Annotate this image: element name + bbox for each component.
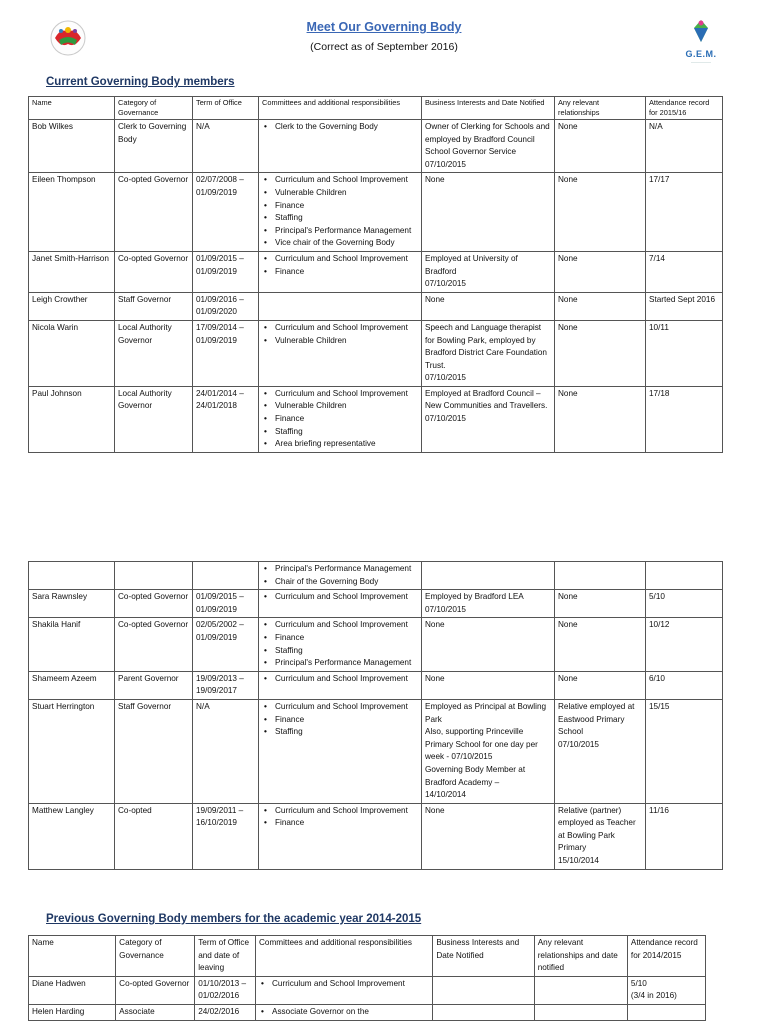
current-members-heading: Current Governing Body members [46, 76, 235, 88]
committee-item: • Area briefing representative [275, 438, 418, 451]
committee-item: • Curriculum and School Improvement [275, 322, 418, 335]
committees-cell [259, 699, 422, 803]
category-cell: Local Authority Governor [115, 386, 193, 452]
interests-cell: Speech and Language therapist for Bowling Park, employed by Bradford District Care Foundation Trust. 07/10/2015 [422, 320, 555, 386]
interests-cell: None [422, 292, 555, 320]
page-subtitle: (Correct as of September 2016) [310, 41, 458, 53]
committee-list [262, 388, 418, 451]
table-row [29, 120, 723, 173]
committee-item: • Curriculum and School Improvement [275, 174, 418, 187]
term-cell: 19/09/2011 – 16/10/2019 [193, 803, 259, 869]
name-cell: Diane Hadwen [29, 976, 116, 1004]
term-cell: 02/07/2008 – 01/09/2019 [193, 173, 259, 252]
name-cell [29, 562, 115, 590]
interests-cell [422, 562, 555, 590]
table-row [29, 562, 723, 590]
column-header: Term of Office [193, 97, 259, 120]
committee-item: • Finance [275, 632, 418, 645]
committees-cell [259, 671, 422, 699]
committee-item: • Curriculum and School Improvement [272, 978, 429, 991]
committee-item: • Staffing [275, 426, 418, 439]
committees-cell [259, 320, 422, 386]
name-cell: Leigh Crowther [29, 292, 115, 320]
committee-item: • Curriculum and School Improvement [275, 805, 418, 818]
committee-item: • Curriculum and School Improvement [275, 388, 418, 401]
category-cell: Parent Governor [115, 671, 193, 699]
attendance-cell: 7/14 [646, 251, 723, 292]
name-cell: Matthew Langley [29, 803, 115, 869]
committee-item: • Vulnerable Children [275, 335, 418, 348]
committee-item: • Finance [275, 817, 418, 830]
committee-list [262, 673, 418, 686]
name-cell: Bob Wilkes [29, 120, 115, 173]
table-row [29, 590, 723, 618]
committee-item: • Curriculum and School Improvement [275, 619, 418, 632]
committees-cell [259, 803, 422, 869]
committee-item: • Principal's Performance Management [275, 657, 418, 670]
committee-list [259, 978, 429, 991]
interests-cell: Employed as Principal at Bowling Park Also, supporting Princeville Primary School for one day per week - 07/10/2015 Governing Body Member at Bradford Academy – 14/10/2014 [422, 699, 555, 803]
current-members-table-continued [28, 561, 723, 870]
committee-item: • Vulnerable Children [275, 187, 418, 200]
interests-cell: Owner of Clerking for Schools and employed by Bradford Council School Governor Service 07/10/2015 [422, 120, 555, 173]
name-cell: Sara Rawnsley [29, 590, 115, 618]
column-header: Attendance record for 2014/2015 [627, 936, 705, 977]
relationships-cell [534, 976, 627, 1004]
table-row [29, 671, 723, 699]
category-cell: Co-opted Governor [115, 173, 193, 252]
committee-list [262, 591, 418, 604]
relationships-cell: None [555, 173, 646, 252]
term-cell: 24/01/2014 – 24/01/2018 [193, 386, 259, 452]
table-row [29, 251, 723, 292]
column-header: Term of Office and date of leaving [195, 936, 256, 977]
attendance-cell: 6/10 [646, 671, 723, 699]
committees-cell [259, 562, 422, 590]
committee-item: • Principal's Performance Management [275, 563, 418, 576]
committees-cell [259, 386, 422, 452]
column-header: Committees and additional responsibilities [256, 936, 433, 977]
committee-item: • Finance [275, 200, 418, 213]
interests-cell [433, 976, 534, 1004]
committee-item: • Staffing [275, 645, 418, 658]
name-cell: Janet Smith-Harrison [29, 251, 115, 292]
category-cell: Staff Governor [115, 292, 193, 320]
relationships-cell: None [555, 618, 646, 671]
column-header: Category of Governance [115, 97, 193, 120]
category-cell: Local Authority Governor [115, 320, 193, 386]
interests-cell [433, 1004, 534, 1020]
committee-item: • Chair of the Governing Body [275, 576, 418, 589]
gem-logo-text: G.E.M. [685, 49, 717, 59]
column-header: Business Interests and Date Notified [422, 97, 555, 120]
table-row [29, 803, 723, 869]
committee-list [262, 701, 418, 739]
term-cell: N/A [193, 699, 259, 803]
category-cell: Staff Governor [115, 699, 193, 803]
name-cell: Stuart Herrington [29, 699, 115, 803]
table-row [29, 173, 723, 252]
category-cell: Co-opted Governor [115, 251, 193, 292]
committee-item: • Principal's Performance Management [275, 225, 418, 238]
column-header: Category of Governance [116, 936, 195, 977]
name-cell: Helen Harding [29, 1004, 116, 1020]
committee-item: • Clerk to the Governing Body [275, 121, 418, 134]
relationships-cell: Relative (partner) employed as Teacher at Bowling Park Primary 15/10/2014 [555, 803, 646, 869]
gem-logo [676, 18, 726, 66]
category-cell: Associate [116, 1004, 195, 1020]
attendance-cell [646, 562, 723, 590]
column-header: Business Interests and Date Notified [433, 936, 534, 977]
category-cell: Co-opted Governor [115, 590, 193, 618]
gem-logo-icon [686, 18, 716, 44]
term-cell: 01/09/2015 – 01/09/2019 [193, 251, 259, 292]
attendance-cell: 5/10 [646, 590, 723, 618]
column-header: Any relevant relationships [555, 97, 646, 120]
table-header-row [29, 936, 706, 977]
table-row [29, 618, 723, 671]
name-cell: Paul Johnson [29, 386, 115, 452]
category-cell: Co-opted [115, 803, 193, 869]
committee-item: • Staffing [275, 726, 418, 739]
term-cell: 01/10/2013 – 01/02/2016 [195, 976, 256, 1004]
term-cell: 02/05/2002 – 01/09/2019 [193, 618, 259, 671]
attendance-cell: 10/11 [646, 320, 723, 386]
relationships-cell: None [555, 251, 646, 292]
relationships-cell [555, 562, 646, 590]
table-row [29, 1004, 706, 1020]
committee-list [259, 1006, 429, 1019]
term-cell [193, 562, 259, 590]
attendance-cell: 17/17 [646, 173, 723, 252]
term-cell: N/A [193, 120, 259, 173]
interests-cell: None [422, 173, 555, 252]
committee-list [262, 121, 418, 134]
committee-item: • Associate Governor on the [272, 1006, 429, 1019]
attendance-cell: 15/15 [646, 699, 723, 803]
interests-cell: None [422, 803, 555, 869]
relationships-cell: None [555, 292, 646, 320]
table-row [29, 320, 723, 386]
column-header: Committees and additional responsibilities [259, 97, 422, 120]
committee-list [262, 563, 418, 588]
table-row [29, 292, 723, 320]
attendance-cell: Started Sept 2016 [646, 292, 723, 320]
previous-members-table [28, 935, 706, 1021]
committee-list [262, 253, 418, 278]
relationships-cell: None [555, 386, 646, 452]
committee-list [262, 805, 418, 830]
attendance-cell: N/A [646, 120, 723, 173]
relationships-cell [534, 1004, 627, 1020]
committee-list [262, 619, 418, 669]
committee-list [262, 174, 418, 250]
committee-item: • Finance [275, 413, 418, 426]
relationships-cell: None [555, 320, 646, 386]
term-cell: 01/09/2016 – 01/09/2020 [193, 292, 259, 320]
attendance-cell: 11/16 [646, 803, 723, 869]
committees-cell [259, 251, 422, 292]
interests-cell: Employed at University of Bradford 07/10/2015 [422, 251, 555, 292]
committees-cell [259, 618, 422, 671]
term-cell: 24/02/2016 [195, 1004, 256, 1020]
term-cell: 01/09/2015 – 01/09/2019 [193, 590, 259, 618]
relationships-cell: None [555, 590, 646, 618]
committees-cell [256, 976, 433, 1004]
committee-item: • Curriculum and School Improvement [275, 701, 418, 714]
category-cell [115, 562, 193, 590]
column-header: Name [29, 936, 116, 977]
interests-cell: None [422, 618, 555, 671]
name-cell: Eileen Thompson [29, 173, 115, 252]
attendance-cell: 5/10 (3/4 in 2016) [627, 976, 705, 1004]
relationships-cell: Relative employed at Eastwood Primary School 07/10/2015 [555, 699, 646, 803]
committee-item: • Staffing [275, 212, 418, 225]
table-row [29, 699, 723, 803]
attendance-cell: 10/12 [646, 618, 723, 671]
table-header-row [29, 97, 723, 120]
attendance-cell: 17/18 [646, 386, 723, 452]
committee-list [262, 322, 418, 347]
committee-item: • Vulnerable Children [275, 400, 418, 413]
category-cell: Co-opted Governor [116, 976, 195, 1004]
category-cell: Co-opted Governor [115, 618, 193, 671]
committee-item: • Vice chair of the Governing Body [275, 237, 418, 250]
committee-item: • Finance [275, 266, 418, 279]
interests-cell: None [422, 671, 555, 699]
committee-item: • Finance [275, 714, 418, 727]
interests-cell: Employed at Bradford Council – New Communities and Travellers. 07/10/2015 [422, 386, 555, 452]
committees-cell [256, 1004, 433, 1020]
term-cell: 19/09/2013 – 19/09/2017 [193, 671, 259, 699]
interests-cell: Employed by Bradford LEA 07/10/2015 [422, 590, 555, 618]
table-row [29, 976, 706, 1004]
committees-cell [259, 173, 422, 252]
column-header: Any relevant relationships and date notified [534, 936, 627, 977]
column-header: Attendance record for 2015/16 [646, 97, 723, 120]
category-cell: Clerk to Governing Body [115, 120, 193, 173]
previous-members-heading: Previous Governing Body members for the academic year 2014-2015 [46, 913, 422, 925]
committees-cell [259, 590, 422, 618]
committees-cell [259, 292, 422, 320]
term-cell: 17/09/2014 – 01/09/2019 [193, 320, 259, 386]
relationships-cell: None [555, 120, 646, 173]
name-cell: Shameem Azeem [29, 671, 115, 699]
name-cell: Nicola Warin [29, 320, 115, 386]
committee-item: • Curriculum and School Improvement [275, 591, 418, 604]
table-row [29, 386, 723, 452]
gem-logo-tagline: ————— [691, 59, 711, 64]
relationships-cell: None [555, 671, 646, 699]
committees-cell [259, 120, 422, 173]
attendance-cell [627, 1004, 705, 1020]
committee-item: • Curriculum and School Improvement [275, 673, 418, 686]
column-header: Name [29, 97, 115, 120]
page-title: Meet Our Governing Body [306, 20, 462, 34]
name-cell: Shakila Hanif [29, 618, 115, 671]
current-members-table [28, 96, 723, 453]
committee-item: • Curriculum and School Improvement [275, 253, 418, 266]
